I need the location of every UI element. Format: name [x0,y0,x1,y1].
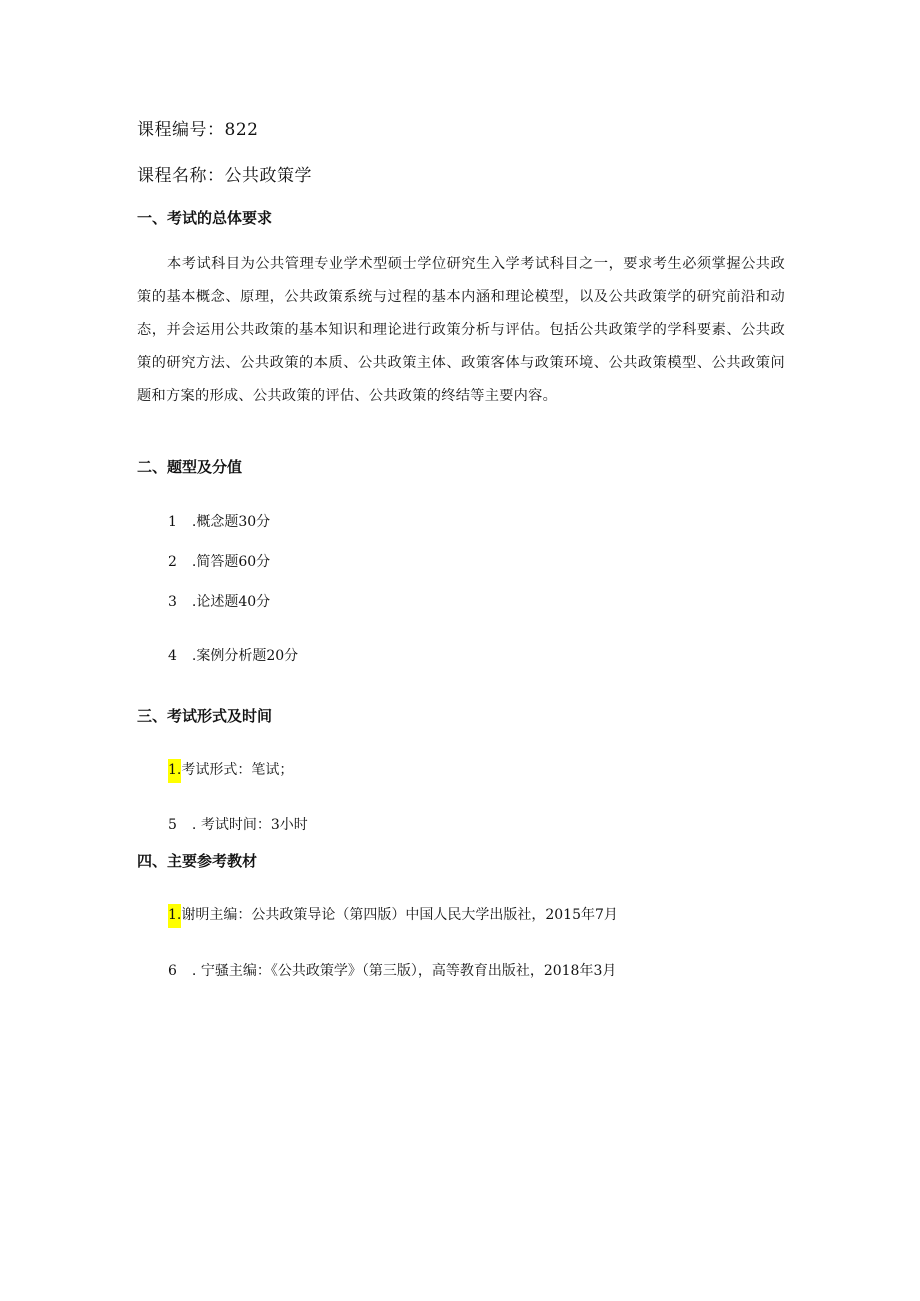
highlighted-list-number: 1. [168,904,181,928]
requirements-paragraph: 本考试科目为公共管理专业学术型硕士学位研究生入学考试科目之一，要求考生必须掌握公共政策的基本概念、原理，公共政策系统与过程的基本内涵和理论模型，以及公共政策学的研究前沿和动态，并会运用公共政策的基本知识和理论进行政策分析与评估。包括公共政策学的学科要素、公共政策的研究方法、公共政策的本质、公共政策主体、政策客体与政策环境、公共政策模型、公共政策问题和方案的形成、公共政策的评估、公共政策的终结等主要内容。 [137,256,785,404]
list-item [168,904,618,928]
section-title-requirements: 一、考试的总体要求 [137,209,273,227]
list-item-number: 5 [168,817,177,833]
course-code: 课程编号：822 [137,120,259,140]
list-item-text: .案例分析题20分 [191,648,299,664]
list-item [168,591,270,611]
highlighted-list-number: 1. [168,759,181,783]
section-title-textbooks: 四、主要参考教材 [137,852,258,870]
section-title-question-types: 二、题型及分值 [137,458,243,476]
list-item-text: 谢明主编：公共政策导论（第四版）中国人民大学出版社，2015年7月 [181,907,618,923]
list-item-text: .概念题30分 [191,514,271,530]
list-item-text: . 宁骚主编：《公共政策学》（第三版），高等教育出版社，2018年3月 [191,963,617,979]
list-item [168,759,293,783]
list-item-number: 6 [168,963,177,979]
list-item [168,814,308,834]
list-item-text: . 考试时间：3小时 [191,817,308,833]
list-item [168,511,270,531]
list-item [168,960,616,980]
list-item-text: .简答题60分 [191,554,271,570]
list-item-number: 3 [168,594,177,610]
list-item [168,645,298,665]
list-item-number: 1 [168,514,177,530]
list-item [168,551,270,571]
course-name: 课程名称：公共政策学 [137,166,312,186]
section-title-exam-format: 三、考试形式及时间 [137,707,273,725]
list-item-number: 2 [168,554,177,570]
list-item-text: .论述题40分 [191,594,271,610]
list-item-number: 4 [168,648,177,664]
list-item-text: 考试形式：笔试； [181,762,294,778]
